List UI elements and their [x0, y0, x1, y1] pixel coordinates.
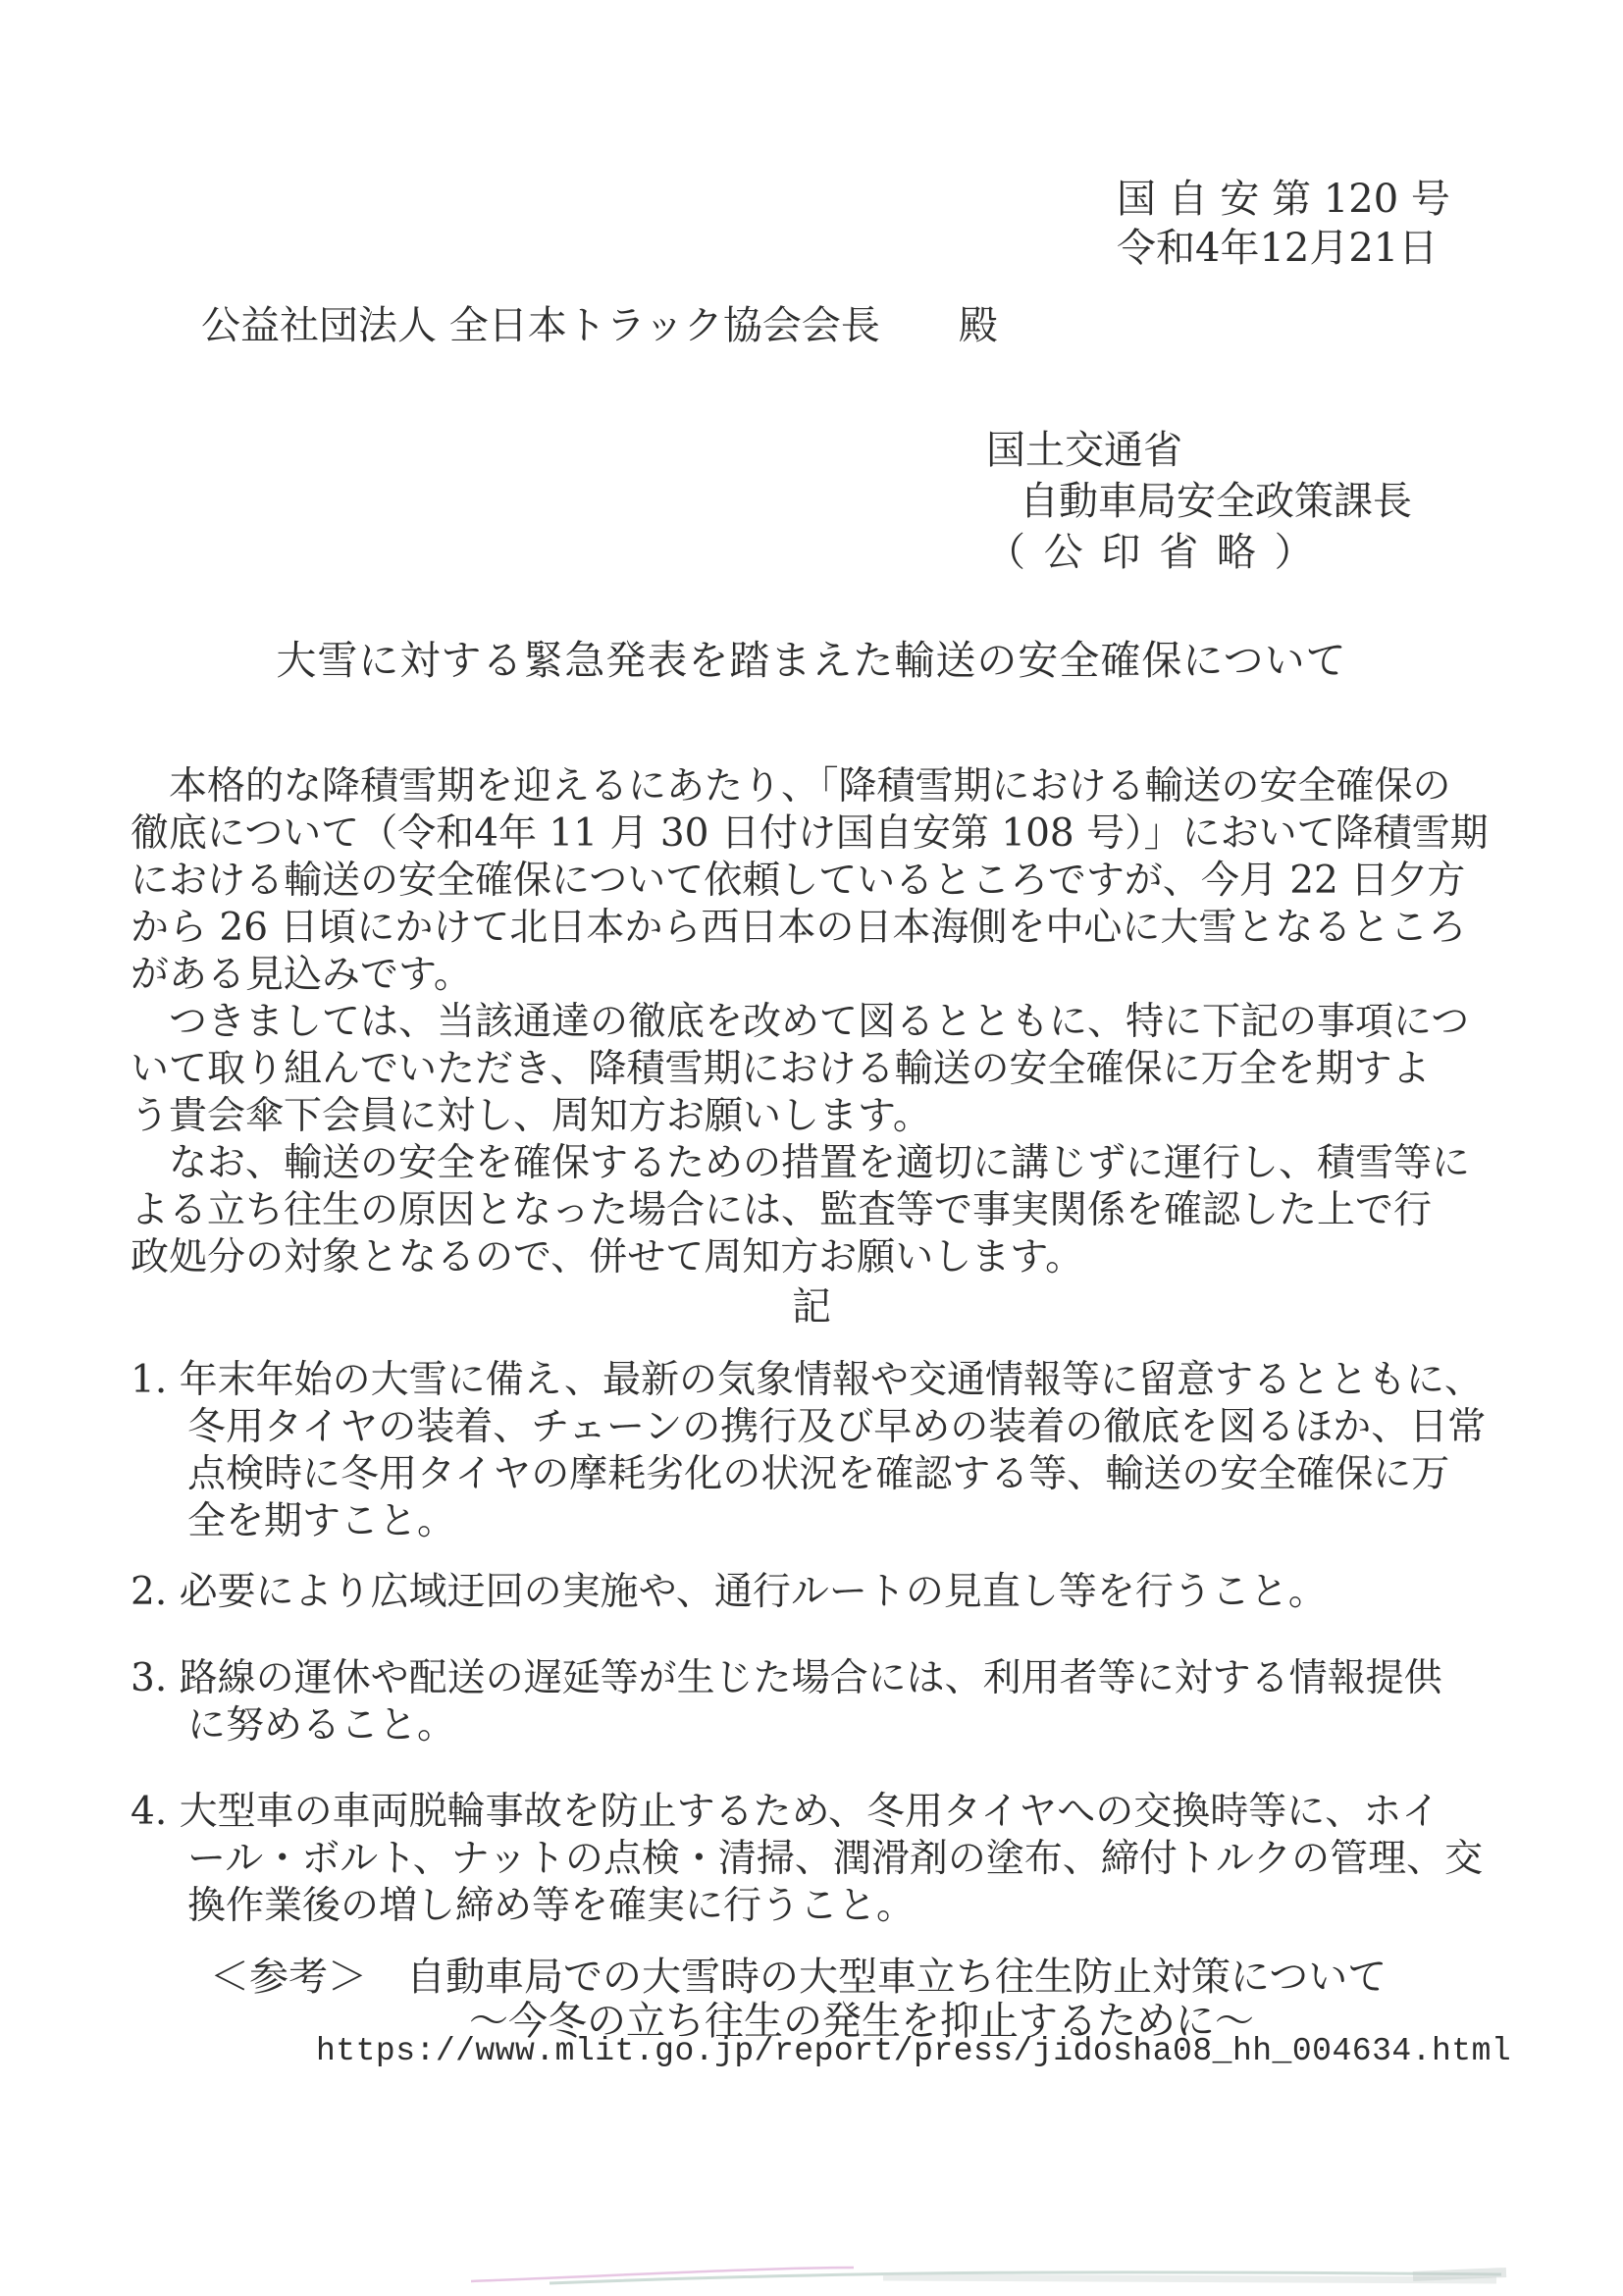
body-text [131, 763, 1509, 1281]
text-line: 冬用タイヤの装着、チェーンの携行及び早めの装着の徹底を図るほか、日常 [187, 1405, 1487, 1449]
text-line: ール・ボルト、ナットの点検・清掃、潤滑剤の塗布、締付トルクの管理、交 [187, 1837, 1484, 1881]
text-line: から 26 日頃にかけて北日本から西日本の日本海側を中心に大雪となるところ [131, 906, 1467, 950]
text-line: 4. 大型車の車両脱輪事故を防止するため、冬用タイヤへの交換時等に、ホイ [131, 1790, 1440, 1834]
document-header [1117, 175, 1450, 273]
text-line: 政処分の対象となるので、併せて周知方お願いします。 [131, 1235, 1084, 1279]
text-line: における輸送の安全確保について依頼しているところですが、今月 22 日夕方 [131, 859, 1466, 903]
paragraph-1 [131, 763, 1509, 999]
reference-url: https://www.mlit.go.jp/report/press/jidosha08_hh_004634.html [316, 2033, 1512, 2069]
reference-subheading: ～今冬の立ち往生の発生を抑止するために～ [469, 1999, 1254, 2044]
text-line: なお、輸送の安全を確保するための措置を適切に講じずに運行し、積雪等に [131, 1141, 1471, 1185]
item-3 [131, 1655, 1514, 1749]
seal-omitted-note: （ 公 印 省 略 ） [986, 530, 1317, 575]
scanner-edge-artifact [0, 2237, 1623, 2296]
ki-section-label: 記 [792, 1284, 831, 1330]
text-line: 点検時に冬用タイヤの摩耗劣化の状況を確認する等、輸送の安全確保に万 [187, 1452, 1450, 1496]
sender-block [986, 425, 1412, 578]
item-2 [131, 1569, 1514, 1616]
sender-org: 国土交通省 [986, 428, 1182, 473]
item-4 [131, 1789, 1514, 1930]
text-line: つきましては、当該通達の徹底を改めて図るとともに、特に下記の事項につ [131, 1000, 1470, 1044]
numbered-items [131, 1357, 1514, 1930]
text-line: 全を期すこと。 [187, 1499, 456, 1543]
text-line: 本格的な降積雪期を迎えるにあたり、「降積雪期における輸送の安全確保の [131, 764, 1451, 809]
text-line: 1. 年末年始の大雪に備え、最新の気象情報や交通情報等に留意するとともに、 [131, 1358, 1483, 1402]
text-line: よる立ち往生の原因となった場合には、監査等で事実関係を確認した上で行 [131, 1188, 1433, 1232]
sender-post: 自動車局安全政策課長 [1020, 479, 1412, 524]
document-title: 大雪に対する緊急発表を踏まえた輸送の安全確保について [276, 637, 1347, 684]
text-line: う貴会傘下会員に対し、周知方お願いします。 [131, 1094, 931, 1138]
document-date: 令和4年12月21日 [1117, 226, 1439, 271]
document-number: 国 自 安 第 120 号 [1117, 177, 1450, 222]
text-line: いて取り組んでいただき、降積雪期における輸送の安全確保に万全を期すよ [131, 1047, 1431, 1091]
addressee: 公益社団法人 全日本トラック協会会長 殿 [201, 303, 998, 348]
text-line: 換作業後の増し締め等を確実に行うこと。 [187, 1884, 916, 1928]
text-line: 3. 路線の運休や配送の遅延等が生じた場合には、利用者等に対する情報提供 [131, 1656, 1442, 1700]
text-line: に努めること。 [187, 1703, 456, 1748]
item-1 [131, 1357, 1514, 1545]
reference-heading: ＜参考＞ 自動車局での大雪時の大型車立ち往生防止対策について [210, 1955, 1387, 2000]
text-line: 徹底について（令和4年 11 月 30 日付け国自安第 108 号）」において降積雪期 [131, 811, 1489, 856]
paragraph-2 [131, 999, 1509, 1140]
text-line: がある見込みです。 [131, 953, 472, 997]
text-line: 2. 必要により広域迂回の実施や、通行ルートの見直し等を行うこと。 [131, 1570, 1327, 1614]
paragraph-3 [131, 1140, 1509, 1281]
